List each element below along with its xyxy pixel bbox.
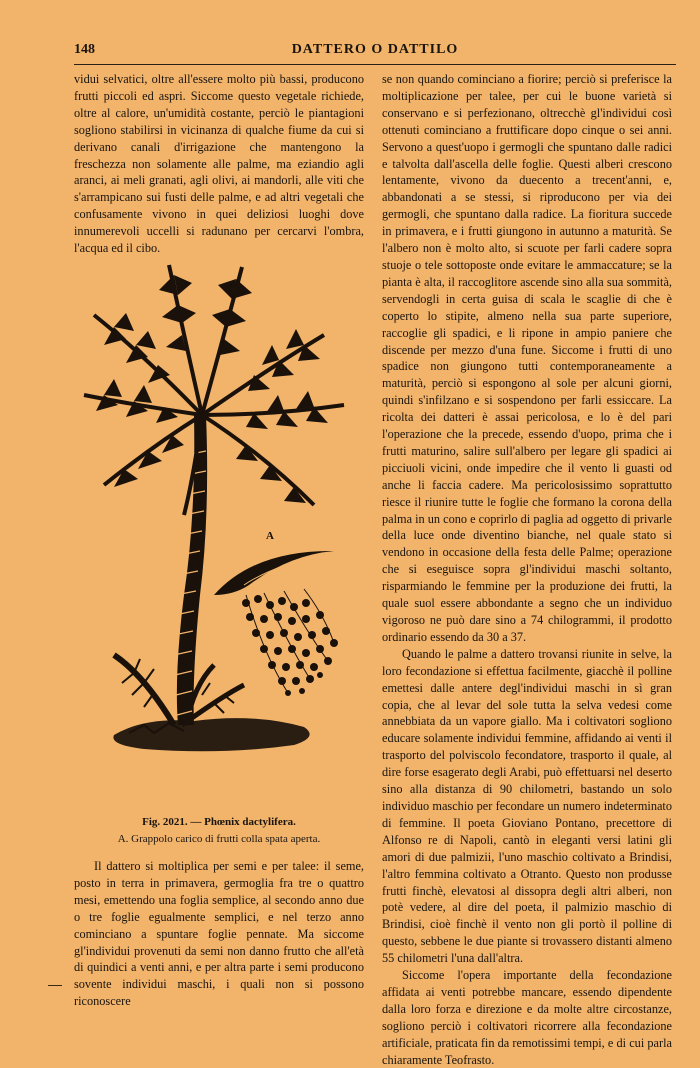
paragraph: vidui selvatici, oltre all'essere molto più bassi, producono frutti piccoli ed aspri. Siccome questo vegetale richiede, oltre al calore, un'umidità costante, perciò le piantagioni sogliono stabilirsi in vicinanza di qualche fiume da cui si derivano canali d'irrigazione che mantengono la freschezza non solamente alle palme, ma eziandio agli aranci, ai meli granati, agli olivi, ai mandorli, alle viti che s'arrampicano sui fusti delle palme, e ad altri vegetali che confusamente vivono in quei deliziosi luoghi dove innumerevoli uccelli si radunano per cercarvi l'ombra, l'acqua ed il cibo. — [74, 72, 364, 256]
caption-subtitle: A. Grappolo carico di frutti colla spata aperta. — [117, 833, 321, 845]
paragraph: se non quando cominciano a fiorire; perciò si preferisce la moltiplicazione per talee, per cui le buone varietà si conservano e si perfezionano, oltrecchè gl'individui così ottenuti cominciano a fruttificare dopo cinque o sei anni. Servono a quest'uopo i germogli che spuntano dalle radici e talvolta dall'ascella delle foglie. Questi alberi crescono lentamente, vivono da duecento a trecent'anni, e, abbandonati a se stessi, si riproducono per via dei germogli, che spuntano dalla radice. La fioritura succede in primavera, e i frutti giungono in autunno a maturità. Se l'albero non è molto alto, si scuote per farli cadere sopra stuoje o tele sottoposte onde evitare le ammaccature; se la pianta è alta, il raccoglitore ascende sino alla sua sommità, servendogli in certa guisa di scala le scaglie di che è coperto lo stipite, almeno nella sua parte superiore, raccoglie gli spadici, e li ripone in ampio paniere che discende per mezzo d'una fune. Siccome i frutti di uno spadice non giungono tutti contemporaneamente a maturità, perciò si espongono al sole per alcuni giorni, quindi s'infilzano e si sospendono per farli essiccare. La ricolta dei datteri è assai pericolosa, e lo è del pari l'operazione che la precede, essendo d'uopo, prima che i frutti maturino, salire sull'albero per legare gli spadici ai picciuoli vicini, onde impedire che il vento li guasti od anche li faccia cadere. Ma pericolosissimo soprattutto riesce il riunire tutte le foglie che formano la corona della palma in un cono e coprirlo di paglia ad oggetto di privarle della luce onde diventino bianche, nel quale stato si vendono in occasione della festa delle Palme; operazione che si eseguisce sopra gl'individui maschi soltanto, risparmiando le femmine per la produzione dei frutti, la quale suol essere abbondante a segno che un individuo vigoroso ne può dare sino a 74 chilogrammi, il prodotto ordinario essendo da 30 a 37. — [382, 72, 672, 644]
date-palm-illustration — [74, 255, 364, 775]
margin-mark — [48, 985, 62, 986]
page-number: 148 — [74, 42, 95, 57]
figure-caption — [74, 814, 364, 848]
left-column-top — [74, 71, 364, 257]
running-title: DATTERO O DATTILO — [291, 42, 459, 57]
caption-title: Fig. 2021. — Phœnix dactylifera. — [142, 816, 296, 828]
paragraph: Siccome l'opera importante della fecondazione affidata ai venti potrebbe mancare, essendo dipendente dalla loro forza e direzione e da molte altre circostanze, sogliono perciò i coltivatori ricorrere alla fecondazione artificiale, praticata fin da remotissimi tempi, e di cui parla chiaramente Teofrasto. — [382, 968, 672, 1067]
paragraph: Quando le palme a dattero trovansi riunite in selve, la loro fecondazione si effettua facilmente, giacchè il polline emettesi dalle antere degl'individui maschi in sì gran copia, che al levar del sole tutta la selva vedesi come annebbiata da un vapore giallo. Ma i coltivatori sogliono educare solamente individui femmine, affidando ai venti il trasporto del polviscolo fecondatore, trasporto il quale, al dire forse esagerato degli Arabi, può effettuarsi nel deserto sino alla distanza di 90 chilometri, bastando un solo individuo maschio per fecondare un numero indeterminato di femmine. Il poeta Gioviano Pontano, precettore di Alfonso re di Napoli, cantò in eleganti versi latini gli amori di due palmizii, l'uno maschio coltivato a Brindisi, l'altro femmina coltivato a Otranto. Questo non produsse frutti finchè, elevatosi al dissopra degli altri alberi, non potè vedere, al dire del poeta, il palmizio maschio di Brindisi, cioè finchè il vento non gli portò il polline di questo, sebbene le due piante si trovassero distanti almeno 55 chilometri l'una dall'altra. — [382, 646, 672, 966]
right-column — [382, 71, 672, 1068]
paragraph: Il dattero si moltiplica per semi e per talee: il seme, posto in terra in primavera, germoglia fra tre o quattro mesi, emettendo una foglia semplice, al secondo anno due o tre foglie egualmente semplici, e nel terzo anno cominciano a spuntare foglie pennate. Ma siccome gl'individui provenuti da semi non danno frutto che all'età di quindici a venti anni, e per altra parte i semi producono sovente individui maschi, i quali non si possono riconoscere — [74, 859, 364, 1009]
running-header — [74, 42, 676, 65]
left-column-bottom — [74, 858, 364, 1010]
figure-label: A — [266, 530, 274, 542]
